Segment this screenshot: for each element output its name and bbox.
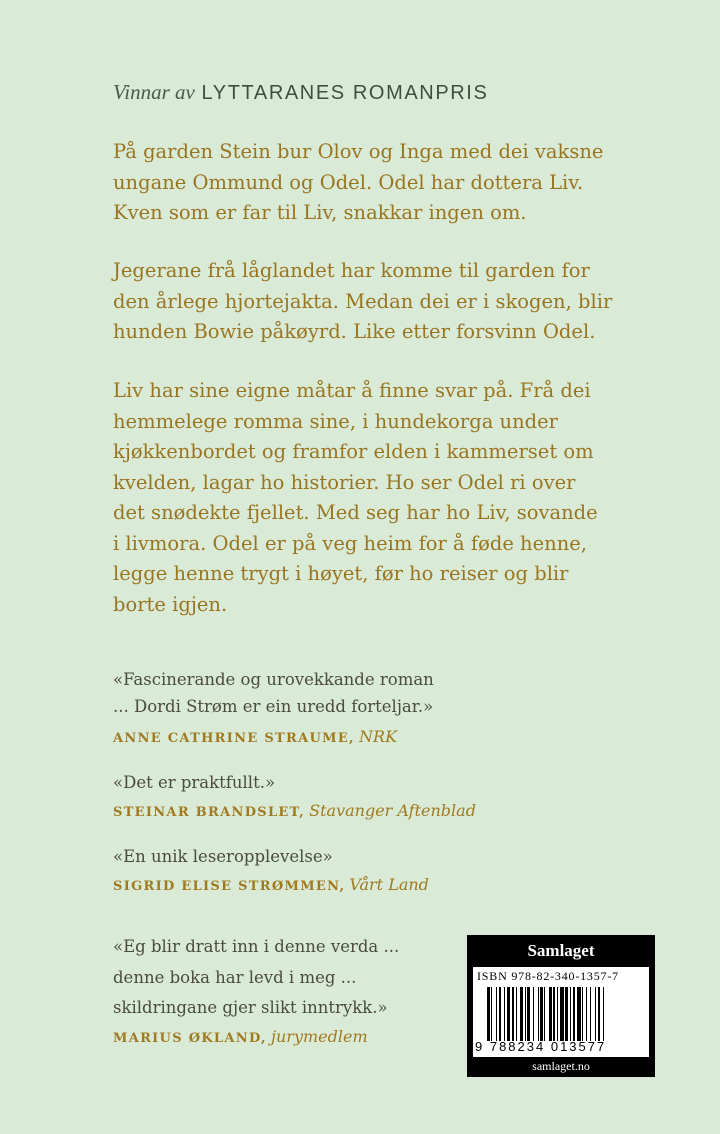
award-prefix: Vinnar av — [113, 80, 195, 104]
quote-line: «Det er praktfullt.» — [113, 773, 276, 792]
quote-line: «Eg blir dratt inn i denne verda ... — [113, 937, 400, 956]
blurb-paragraph-1 — [113, 137, 613, 229]
barcode-bar — [499, 987, 502, 1041]
barcode-bar — [496, 987, 497, 1041]
barcode-bar — [516, 987, 517, 1041]
blurb-line: legge henne trygt i høyet, før ho reiser og blir — [113, 562, 569, 585]
blurb-line: kvelden, lagar ho historier. Ho ser Odel ri over — [113, 470, 576, 494]
quote-line: «Fascinerande og urovekkande roman — [113, 670, 434, 689]
blurb-line: kjøkkenbordet og framfor elden i kammerset om — [113, 440, 594, 463]
barcode-bar — [540, 987, 543, 1041]
quote-author: MARIUS ØKLAND, — [113, 1031, 267, 1046]
publisher-website: samlaget.no — [532, 1059, 590, 1073]
quote-line: denne boka har levd i meg ... — [113, 967, 357, 987]
quote-line: skildringane gjer slikt inntrykk.» — [113, 998, 388, 1017]
barcode-bar — [549, 987, 552, 1041]
barcode-bar — [525, 987, 526, 1041]
blurb-line: hunden Bowie påkøyrd. Like etter forsvinn Odel. — [113, 320, 596, 343]
barcode-bar — [487, 987, 490, 1041]
barcode-bar — [573, 987, 576, 1041]
isbn-number: ISBN 978-82-340-1357-7 — [477, 969, 619, 983]
barcode-digits: 9 788234 013577 — [475, 1039, 607, 1054]
barcode-bar — [598, 987, 601, 1041]
blurb-paragraph-3 — [113, 376, 613, 620]
blurb-line: hemmelege romma sine, i hundekorga under — [113, 409, 559, 433]
quote-author: STEINAR BRANDSLET, — [113, 805, 305, 820]
barcode-bar — [512, 987, 515, 1041]
blurb-line: På garden Stein bur Olov og Inga med dei vaksne — [113, 140, 604, 163]
publisher-name: Samlaget — [527, 941, 595, 960]
blurb-line: det snødekte fjellet. Med seg har ho Liv, sovande — [113, 501, 598, 524]
quote-text-1 — [113, 666, 434, 720]
barcode-bar — [603, 987, 604, 1041]
barcode-bar — [553, 987, 554, 1041]
quote-source: Stavanger Aftenblad — [309, 801, 476, 820]
quote-attribution-1 — [113, 727, 397, 746]
barcode-bar — [520, 987, 524, 1041]
award-line — [113, 80, 488, 105]
barcode-bar — [538, 987, 539, 1041]
barcode-bars — [487, 987, 645, 1041]
quote-author: ANNE CATHRINE STRAUME, — [113, 731, 355, 746]
barcode-area — [473, 967, 649, 1057]
barcode-bar — [560, 987, 564, 1041]
barcode-bar — [565, 987, 568, 1041]
award-name: LYTTARANES ROMANPRIS — [201, 82, 489, 104]
quote-line: ... Dordi Strøm er ein uredd forteljar.» — [113, 697, 434, 716]
blurb-line: Jegerane frå låglandet har komme til garden for — [113, 259, 590, 282]
barcode-bar — [590, 987, 591, 1041]
blurb-line: Kven som er far til Liv, snakkar ingen om. — [113, 201, 527, 224]
barcode-bar — [491, 987, 492, 1041]
barcode-bar — [582, 987, 583, 1041]
quote-source: Vårt Land — [349, 875, 429, 894]
quote-text-3 — [113, 847, 333, 866]
quote-attribution-3 — [113, 875, 429, 894]
barcode-bar — [595, 987, 596, 1041]
quote-author: SIGRID ELISE STRØMMEN, — [113, 879, 346, 894]
blurb-line: i livmora. Odel er på veg heim for å føde henne, — [113, 531, 588, 555]
barcode-bar — [586, 987, 587, 1041]
barcode-bar — [544, 987, 545, 1041]
barcode-bar — [527, 987, 530, 1041]
quote-attribution-4 — [113, 1027, 368, 1046]
barcode-bar — [533, 987, 534, 1041]
quote-text-4 — [113, 932, 399, 1024]
barcode-bar — [577, 987, 581, 1041]
blurb-line: Liv har sine eigne måtar å finne svar på. Frå dei — [113, 379, 591, 402]
barcode-bar — [507, 987, 511, 1041]
barcode-panel — [467, 935, 655, 1077]
quote-attribution-2 — [113, 801, 476, 820]
barcode-bar — [570, 987, 571, 1041]
quote-source: NRK — [359, 727, 398, 746]
blurb-line: ungane Ommund og Odel. Odel har dottera Liv. — [113, 170, 584, 194]
quote-text-2 — [113, 773, 275, 792]
quote-line: «En unik leseropplevelse» — [113, 847, 333, 866]
quote-source: jurymedlem — [271, 1027, 368, 1046]
blurb-paragraph-2 — [113, 256, 613, 348]
barcode-bar — [557, 987, 558, 1041]
barcode-bar — [504, 987, 505, 1041]
blurb-line: borte igjen. — [113, 592, 228, 616]
blurb-line: den årlege hjortejakta. Medan dei er i skogen, blir — [113, 289, 613, 313]
